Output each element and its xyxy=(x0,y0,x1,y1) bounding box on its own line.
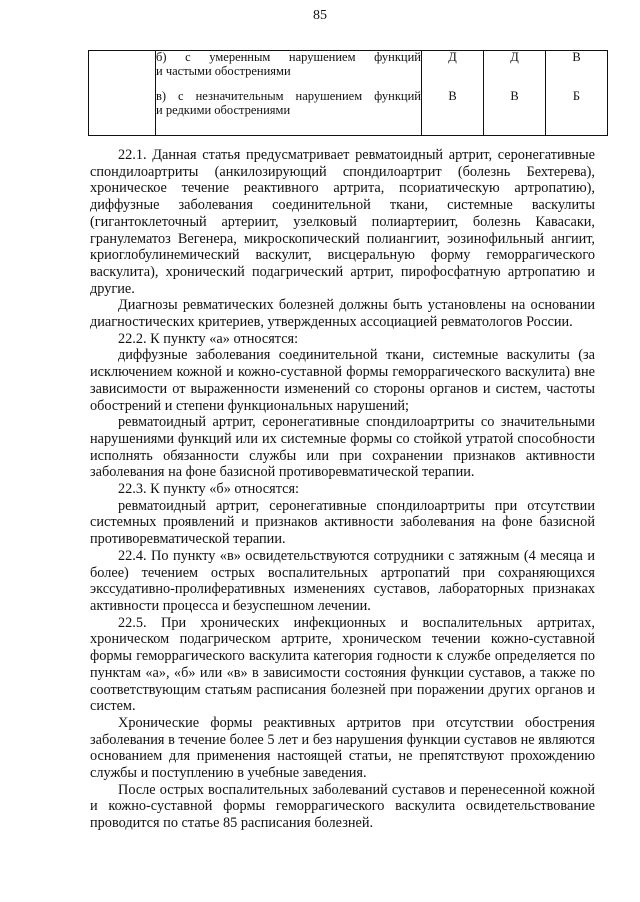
item-b-line2: и частыми обострениями xyxy=(156,63,291,78)
item-description-cell xyxy=(156,51,422,136)
category-value: Д xyxy=(510,50,519,64)
paragraph-acute-diseases: После острых воспалительных заболеваний суставов и перенесенной кожной и кожно-суставной формы геморрагического васкулита освидетельствование проводится по статье 85 расписания болезней. xyxy=(90,781,595,832)
category-column-2 xyxy=(484,51,546,136)
category-value: Д xyxy=(448,50,457,64)
category-value: В xyxy=(572,50,581,64)
fitness-category-table xyxy=(88,50,608,136)
paragraph-22-1: 22.1. Данная статья предусматривает ревматоидный артрит, серонегативные спондилоартриты (анкилозирующий спондилоартрит (болезнь Бехтерева), хроническое течение реактивного артрита, псориатическую артропатию), диффузные заболевания соединительной ткани, системные васкулиты (гигантоклеточный артериит, узелковый полиартериит, болезнь Кавасаки, гранулематоз Вегенера, микроскопический полиангиит, эозинофильный ангиит, криоглобулинемический васкулит, висцеральную форму геморрагического васкулита), хронический подагрический артрит, пирофосфатную артропатию и другие. xyxy=(90,147,595,297)
paragraph-22-4: 22.4. По пункту «в» освидетельствуются сотрудники с затяжным (4 месяца и более) течением острых воспалительных артропатий при сохраняющихся экссудативно-пролиферативных изменениях суставов, лабораторных признаках активности процесса и безуспешном лечении. xyxy=(90,547,595,614)
item-v-line2: и редкими обострениями xyxy=(156,102,291,117)
paragraph-22-3-heading: 22.3. К пункту «б» относятся: xyxy=(118,481,300,498)
item-v-line1: в) с незначительным нарушением функций xyxy=(156,89,421,103)
category-column-3 xyxy=(546,51,608,136)
category-value: В xyxy=(448,88,457,103)
paragraph-22-2-b: ревматоидный артрит, серонегативные спондилоартриты со значительными нарушениями функций или их системные формы со стойкой утратой способности исполнять обязанности службы или при сохранении признаков активности заболевания на фоне базисной противоревматической терапии. xyxy=(90,414,595,481)
paragraph-22-2-heading: 22.2. К пункту «а» относятся: xyxy=(118,330,299,347)
article-cell xyxy=(89,51,156,136)
paragraph-22-2-a: диффузные заболевания соединительной ткани, системные васкулиты (за исключением кожной и кожно-суставной формы геморрагического васкулита) вне зависимости от выраженности изменений со стороны органов и систем, частоты обострений и степени функциональных нарушений; xyxy=(90,347,595,414)
paragraph-22-3-text: ревматоидный артрит, серонегативные спондилоартриты при отсутствии системных проявлений и признаков активности заболевания на фоне базисной противоревматической терапии. xyxy=(90,497,595,548)
paragraph-diagnoses: Диагнозы ревматических болезней должны быть установлены на основании диагностических критериев, утвержденных ассоциацией ревматологов России. xyxy=(90,297,595,331)
article-body xyxy=(90,147,595,832)
paragraph-22-5: 22.5. При хронических инфекционных и воспалительных артритах, хроническом подагрическом артрите, хроническом течении кожно-суставной формы геморрагического васкулита категория годности к службе определяется по пунктам «а», «б» или «в» в зависимости состояния функции суставов, а также по соответствующим статьям расписания болезней при поражении других органов и систем. xyxy=(90,614,595,715)
category-column-1 xyxy=(422,51,484,136)
category-value: Б xyxy=(572,88,581,103)
category-value: В xyxy=(510,88,519,103)
page-number: 85 xyxy=(313,8,327,23)
paragraph-reactive-arthritis: Хронические формы реактивных артритов при отсутствии обострения заболевания в течение более 5 лет и без нарушения функции суставов не являются основанием для применения настоящей статьи, не препятствуют прохождению службы и поступлению в учебные заведения. xyxy=(90,714,595,782)
table-row xyxy=(89,51,608,136)
item-b-line1: б) с умеренным нарушением функций xyxy=(156,50,421,64)
